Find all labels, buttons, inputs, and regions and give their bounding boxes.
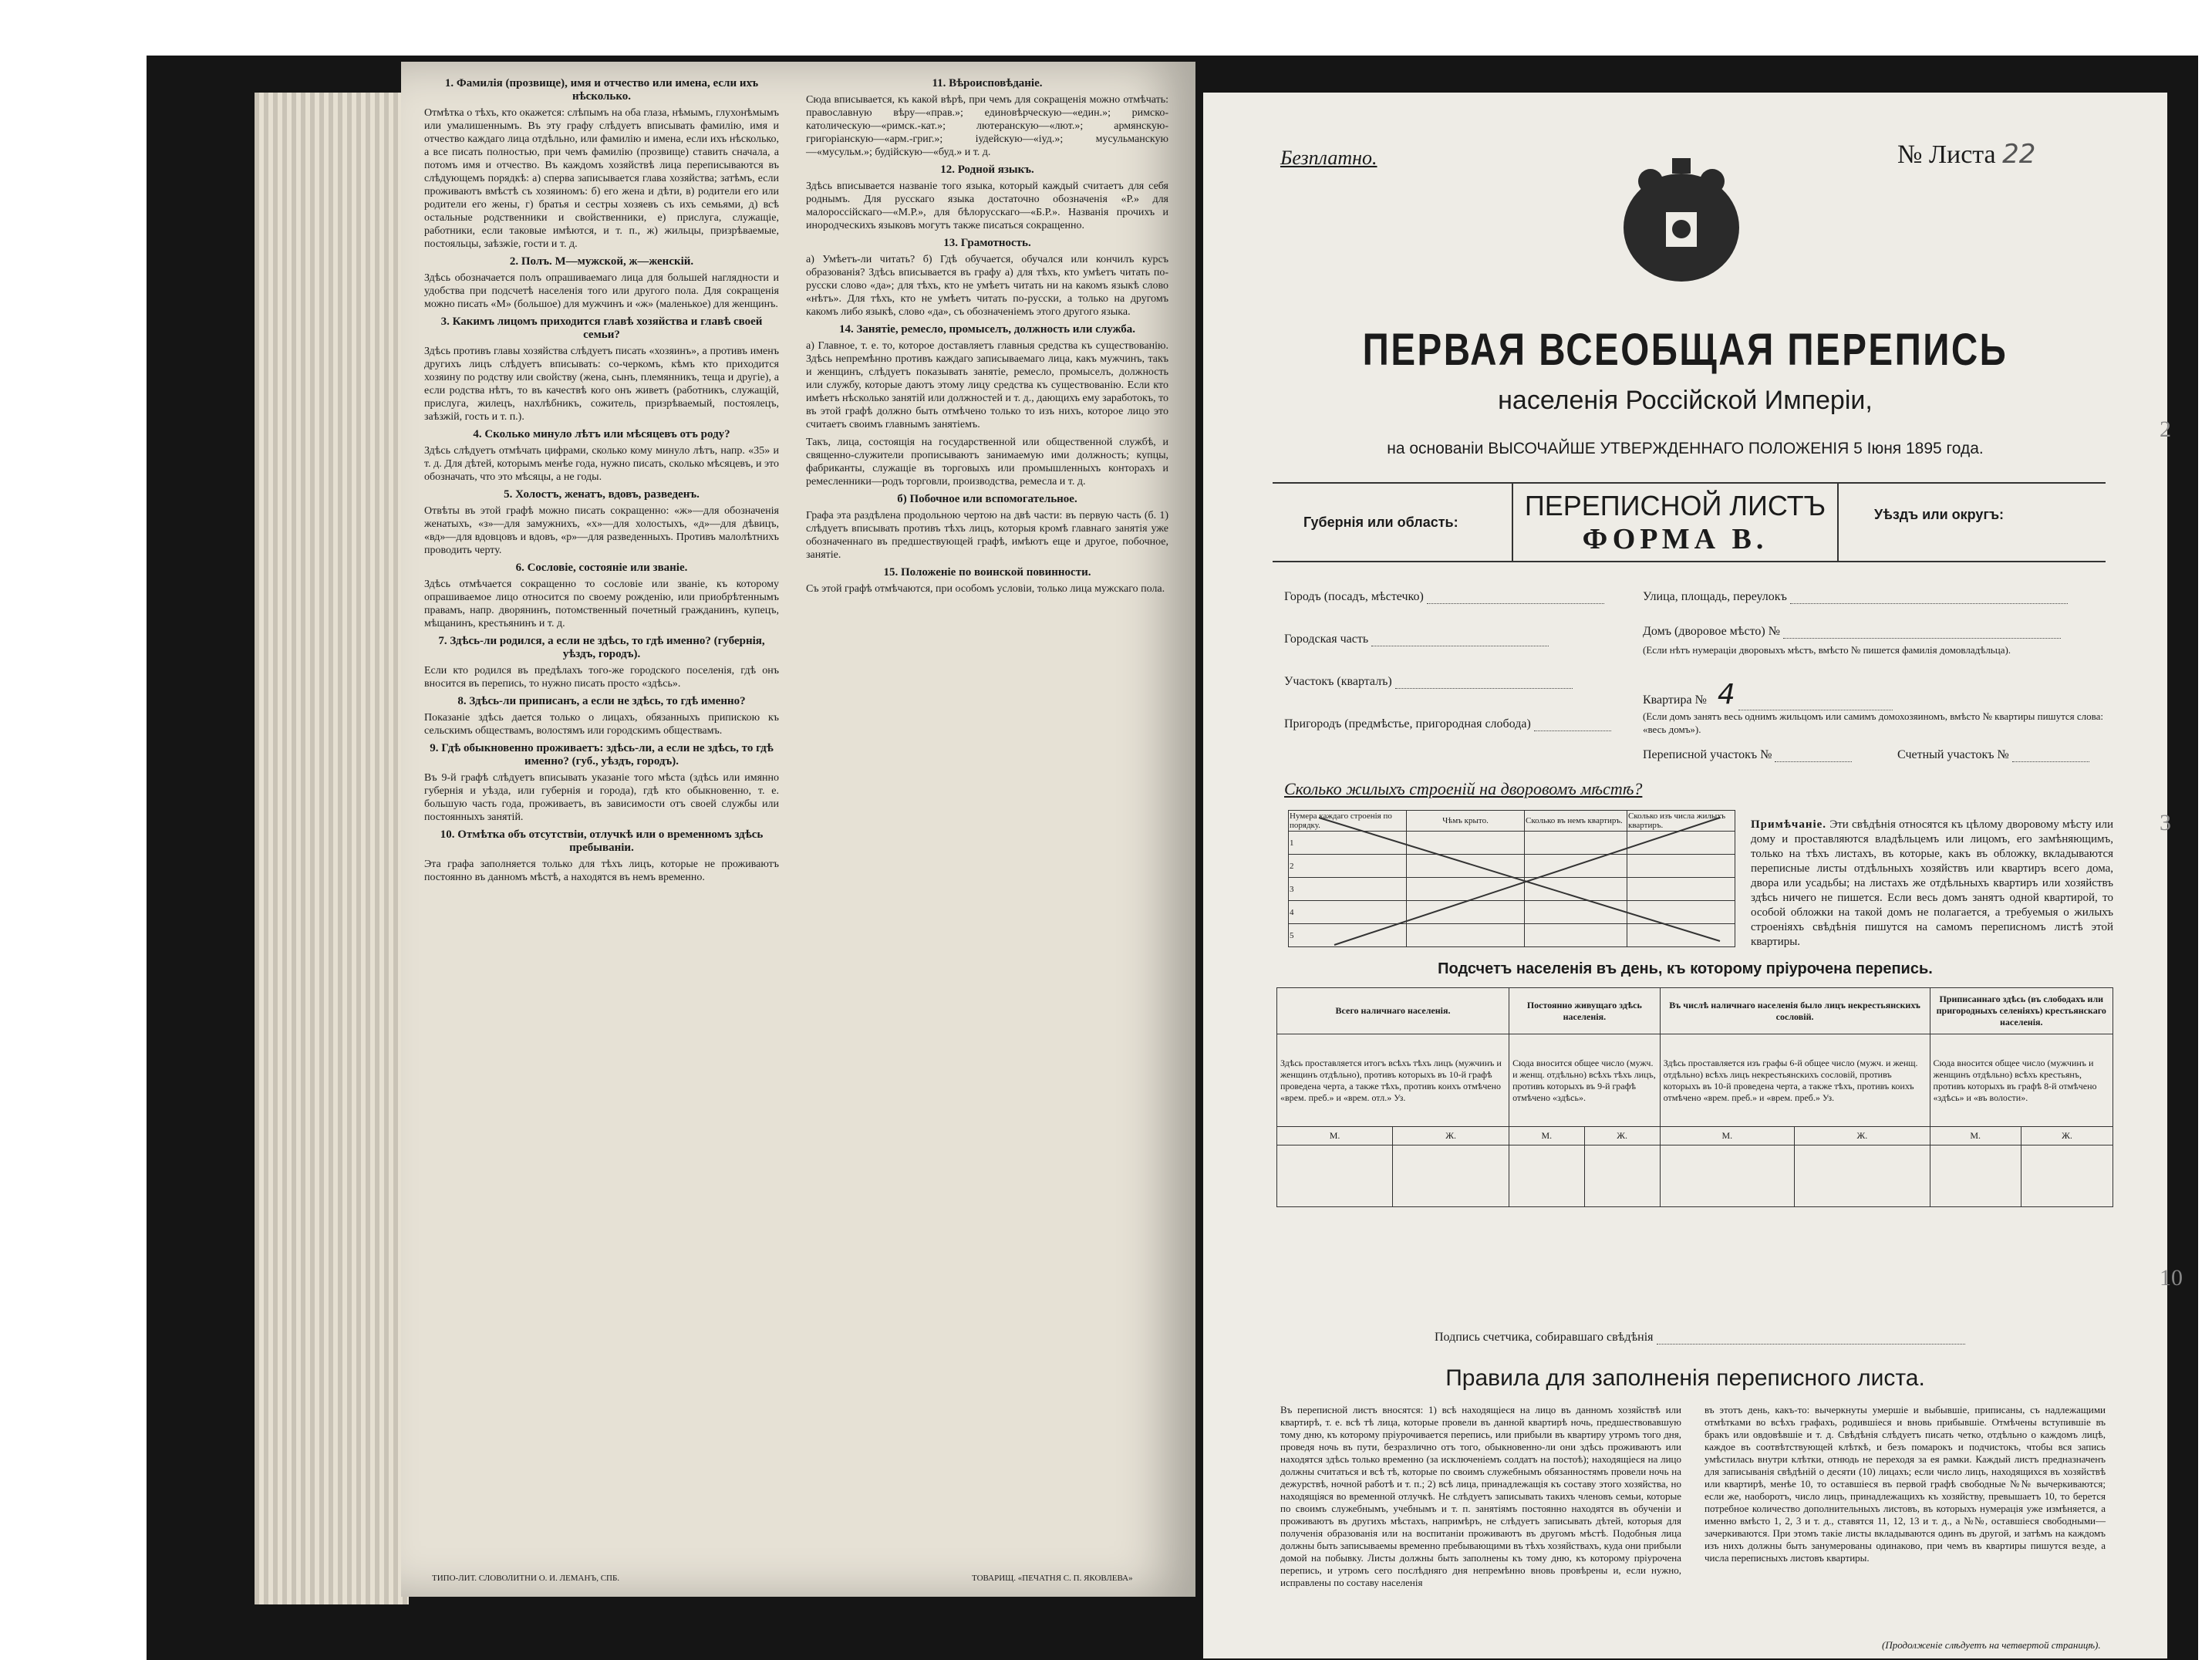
instruction-heading: 13. Грамотность.: [943, 237, 1031, 249]
kvartira-note: (Если домъ занятъ весь однимъ жильцомъ или самимъ домохозяиномъ, вмѣсто № квартиры пишутся слова: «весь домъ»).: [1643, 710, 2104, 735]
instruction-text: а) Главное, т. е. то, которое доставляетъ главныя средства къ существованію. Здѣсь непремѣнно противъ каждаго записываемаго лица, какъ мужчинъ, такъ и женщинъ, слѣдуетъ показывать занятіе, ремесло, промыселъ, должность или службу, которые даютъ этому лицу средства къ существованію. Если кто имѣетъ нѣсколько занятій или должностей и т. д., дающихъ ему заработокъ, то въ этой графѣ должно быть отмѣчено только то изъ нихъ, которое лицо это считаетъ своимъ главнымъ занятіемъ.: [806, 340, 1168, 430]
count-value-row: [1277, 1145, 2113, 1207]
guberniya-label: Губернія или область:: [1303, 515, 1458, 530]
perepisnoy-uchastok-field: Переписной участокъ №: [1643, 748, 1852, 762]
note-block: [1751, 818, 2113, 950]
instruction-heading: 8. Здѣсь-ли приписанъ, а если не здѣсь, то гдѣ именно?: [457, 695, 746, 707]
note-text: Эти свѣдѣнія относятся къ цѣлому дворовому мѣсту или дому и проставляются владѣльцемъ или лицомъ, его замѣняющимъ, только на тѣхъ листахъ, въ которые, какъ въ обложку, вкладываются переписные листы отдѣльныхъ хозяйствъ или квартиръ всего дома, двора или усадьбы; на листахъ же отдѣльныхъ квартиръ или хозяйствъ здѣсь ничего не пишется. Если весь домъ занятъ одной квартирой, то особой обложки на такой домъ не полагается, а требуемыя о жилыхъ строеніяхъ свѣдѣнія пишутся на самомъ переписномъ листѣ этой квартиры.: [1751, 818, 2114, 948]
form-title: ПЕРВАЯ ВСЕОБЩАЯ ПЕРЕПИСЬ: [1362, 325, 2008, 375]
instruction-heading: 9. Гдѣ обыкновенно проживаетъ: здѣсь-ли, а если не здѣсь, то гдѣ именно? (губ., уѣздъ, городъ).: [430, 742, 774, 768]
instruction-heading: 4. Сколько минуло лѣтъ или мѣсяцевъ отъ роду?: [473, 428, 730, 440]
left-page: [401, 62, 1195, 1597]
instruction-heading: 7. Здѣсь-ли родился, а если не здѣсь, то гдѣ именно? (губернія, уѣздъ, городъ).: [438, 635, 765, 660]
ulitsa-field: Улица, площадь, переулокъ: [1643, 590, 2068, 604]
dom-field: Домъ (дворовое мѣсто) №: [1643, 625, 2061, 639]
instruction-text: а) Умѣетъ-ли читать? б) Гдѣ обучается, обучался или кончилъ курсъ образованія? Здѣсь вписывается въ графу а) для тѣхъ, кто умѣетъ читать по-русски слово «да»; для тѣхъ, кто не умѣетъ читать ни на какомъ языкѣ слово «нѣтъ». Для тѣхъ, кто не умѣетъ читать по-русски, а только на другомъ какомъ либо языкѣ, слово «да», съ обозначеніемъ этого другого языка.: [806, 254, 1168, 318]
header-box: [1273, 482, 2106, 562]
count-header: Въ числѣ наличнаго населенія было лицъ некрестьянскихъ сословій.: [1660, 988, 1930, 1034]
prigorod-field: Пригородъ (предмѣстье, пригородная слобода): [1284, 717, 1611, 731]
instruction-text: Въ 9-й графѣ слѣдуетъ вписывать указаніе того мѣста (здѣсь или имянно губернія и уѣзда, или губернія и города), гдѣ кто обыкновенно, т. е. большую часть года, проживаетъ, въ зависимости отъ своей службы или постоянныхъ занятій.: [424, 772, 779, 823]
instruction-text: Показаніе здѣсь дается только о лицахъ, обязанныхъ припискою къ сельскимъ обществамъ, волостямъ или городскимъ обществамъ.: [424, 712, 779, 737]
m-cell: М.: [1509, 1127, 1585, 1145]
count-header: Всего наличнаго населенія.: [1277, 988, 1509, 1034]
instruction-text: Отвѣты въ этой графѣ можно писать сокращенно: «ж»—для обозначенія женатыхъ, «з»—для замужнихъ, «х»—для холостыхъ, «д»—для дѣвицъ, «вд»—для вдовцовъ и вдовъ, «р»—для разведенныхъ. Противъ малолѣтнихъ проводить черту.: [424, 505, 779, 556]
margin-number: 10: [2160, 1265, 2183, 1291]
instruction-text: Здѣсь слѣдуетъ отмѣчать цифрами, сколько кому минуло лѣтъ, напр. «35» и т. д. Для дѣтей, которымъ менѣе года, нужно писать, сколько мѣсяцевъ, и это обозначать, что это мѣсяцы, а не годы.: [424, 445, 779, 483]
cross-out-mark: [1288, 810, 1735, 949]
count-mz-row: [1277, 1127, 2113, 1145]
rules-continued: (Продолженіе слѣдуетъ на четвертой страницѣ).: [1882, 1639, 2101, 1651]
sheet-no-label: № Листа: [1897, 140, 1996, 169]
count-table: [1276, 987, 2113, 1207]
margin-number: 2: [2160, 417, 2171, 442]
instruction-text: Здѣсь противъ главы хозяйства слѣдуетъ писать «хозяинъ», а противъ именъ другихъ лицъ слѣдуетъ вписывать: со-черкомъ, кѣмъ кто приходится хозяину по родству или свойству (жена, сынъ, племянникъ, теща и другіе), а если родства нѣтъ, то въ качествѣ кого онъ живетъ (работникъ, служащій, прислуга, жилецъ, нахлѣбникъ, сожитель, призрѣваемый, постоялецъ, заѣзжій, гость и т. п.).: [424, 346, 779, 423]
instruction-heading: 15. Положеніе по воинской повинности.: [883, 566, 1091, 579]
signature-field: Подпись счетчика, собиравшаго свѣдѣнія: [1435, 1331, 1965, 1345]
schetny-uchastok-field: Счетный участокъ №: [1897, 748, 2089, 762]
gorod-field: Городъ (посадъ, мѣстечко): [1284, 590, 1604, 604]
buildings-header: Сколько изъ числа жилыхъ квартиръ.: [1627, 811, 1735, 832]
instruction-heading: 1. Фамилія (прозвище), имя и отчество или имена, если ихъ нѣсколько.: [444, 77, 759, 103]
sheet-number-label: [1897, 139, 2035, 170]
rules-title: Правила для заполненія переписного листа.: [1445, 1365, 1925, 1391]
kvartira-value: 4: [1717, 679, 1735, 710]
rules-column-2: въ этотъ день, какъ-то: вычеркнуты умершіе и выбывшіе, приписаны, съ надлежащими отмѣтками во всѣхъ графахъ, родившіеся и вновь прибывшіе. Отмѣчены вступившіе въ бракъ или овдовѣвшіе и т. д. Свѣдѣнія слѣдуетъ писать четко, отдѣльно о каждомъ лицѣ, каждое въ соотвѣтствующей клѣткѣ, и безъ помарокъ и подчистокъ, чтобы вся запись умѣстилась внутри клѣтки, отнюдь не переходя за ея рамки. Каждый листъ предназначенъ для записыванія свѣдѣній о десяти (10) лицахъ; если число лицъ, находящихся въ хозяйствѣ или квартирѣ, менѣе 10, то оставшіеся въ первой графѣ свободные №№ вычеркиваются; если же, наоборотъ, число лицъ, принадлежащихъ къ хозяйству, превышаетъ 10, то берется потребное количество дополнительныхъ листовъ, въ которыхъ нумерація уже измѣняется, а именно вмѣсто 1, 2, 3 и т. д., ставятся 11, 12, 13 и т. д., а №№, оставшіеся свободными—зачеркиваются. При этомъ такіе листы вкладываются одинъ въ другой, и затѣмъ на каждомъ изъ нихъ должны быть занумерованы одинаково, при чемъ въ квартиры пишутся везде, а числа переписныхъ листовъ квартиры.: [1705, 1404, 2106, 1564]
instruction-heading: 6. Сословіе, состояніе или званіе.: [515, 562, 688, 574]
census-form-page: [1203, 93, 2167, 1658]
form-subtitle: населенія Россійской Имперіи,: [1498, 386, 1873, 415]
m-cell: М.: [1930, 1127, 2021, 1145]
margin-number: 3: [2160, 810, 2171, 835]
instruction-text: Графа эта раздѣлена продольною чертою на двѣ части: въ первую часть (б. 1) слѣдуетъ вписывать противъ тѣхъ лицъ, которыя кромѣ главнаго занятія уже обозначеннаго въ предшествующей графѣ, имѣютъ еще и другое, побочное, занятіе.: [806, 510, 1168, 561]
instruction-text: Здѣсь отмѣчается сокращенно то сословіе или званіе, къ которому опрашиваемое лицо относится по своему рожденію, или приобрѣтеннымъ правамъ, напр. дворянинъ, потомственный почетный гражданинъ, купецъ, мѣщанинъ, крестьянинъ и т. д.: [424, 579, 779, 629]
m-cell: М.: [1660, 1127, 1794, 1145]
row-number: 3: [1289, 878, 1407, 901]
double-headed-eagle-icon: [1604, 154, 1758, 301]
buildings-header: Чѣмъ крыто.: [1407, 811, 1525, 832]
instruction-text: Здѣсь обозначается полъ опрашиваемаго лица для большей наглядности и удобства при подсчетѣ населенія того или другого пола. Для сокращенія можно писать «М» (большое) для мужчинъ и «ж» (маленькое) для женщинъ.: [424, 272, 779, 310]
note-title: Примѣчаніе.: [1751, 818, 1827, 831]
uchastok-field: Участокъ (кварталъ): [1284, 675, 1573, 689]
sheet-type-1: ПЕРЕПИСНОЙ ЛИСТЪ: [1524, 490, 1826, 521]
zh-cell: Ж.: [1393, 1127, 1509, 1145]
row-number: 5: [1289, 924, 1407, 947]
count-text: Сюда вносится общее число (мужчинъ и женщинъ отдѣльно) всѣхъ крестьянъ, противъ которыхъ въ графѣ 8-й отмѣчено «здѣсь» и «въ волости».: [1930, 1034, 2113, 1127]
sheet-type-2: ФОРМА В.: [1582, 523, 1769, 555]
row-number: 2: [1289, 855, 1407, 878]
count-header: Постоянно живущаго здѣсь населенія.: [1509, 988, 1661, 1034]
instruction-text: Эта графа заполняется только для тѣхъ лицъ, которые не проживаютъ постоянно въ данномъ мѣстѣ, а находятся въ немъ временно.: [424, 859, 779, 883]
count-title: Подсчетъ населенія въ день, къ которому пріурочена перепись.: [1438, 960, 1933, 977]
buildings-header: Нумера каждаго строенія по порядку.: [1289, 811, 1407, 832]
instruction-heading: 5. Холостъ, женатъ, вдовъ, разведенъ.: [504, 488, 700, 501]
count-header-row: [1277, 988, 2113, 1034]
count-header: Приписаннаго здѣсь (въ слободахъ или пригородныхъ селеніяхъ) крестьянскаго населенія.: [1930, 988, 2113, 1034]
count-text: Здѣсь проставляется итогъ всѣхъ тѣхъ лицъ (мужчинъ и женщинъ отдѣльно), противъ которыхъ въ 10-й графѣ проведена черта, а также тѣхъ, противъ коихъ отмѣчено «врем. преб.» и «врем. отл.» Уз.: [1277, 1034, 1509, 1127]
page-stack: [255, 93, 409, 1604]
zh-cell: Ж.: [1584, 1127, 1660, 1145]
zh-cell: Ж.: [1795, 1127, 1930, 1145]
form-basis: на основаніи ВЫСОЧАЙШЕ УТВЕРЖДЕННАГО ПОЛОЖЕНІЯ 5 Іюня 1895 года.: [1387, 440, 1984, 457]
m-cell: М.: [1277, 1127, 1393, 1145]
instruction-heading: 11. Вѣроисповѣданіе.: [932, 77, 1043, 89]
instruction-heading: 2. Полъ. М—мужской, ж—женскій.: [509, 255, 694, 268]
printer-left: ТИПО-ЛИТ. СЛОВОЛИТНИ О. И. ЛЕМАНЪ, СПБ.: [432, 1574, 620, 1583]
kvartira-field: Квартира № 4: [1643, 679, 1893, 710]
dom-note: (Если нѣтъ нумераціи дворовыхъ мѣстъ, вмѣсто № пишется фамилія домовладѣльца).: [1643, 644, 2011, 656]
instruction-text: Такъ, лица, состоящія на государственной или общественной службѣ, и священно-служители прописываютъ занимаемую ими должность; купцы, фабриканты, служащіе въ торговыхъ или промышленныхъ конторахъ и ремесленники—родъ торговли, производства, ремесла и т. д.: [806, 437, 1168, 488]
instruction-heading: 12. Родной языкъ.: [940, 164, 1034, 176]
instruction-text: Отмѣтка о тѣхъ, кто окажется: слѣпымъ на оба глаза, нѣмымъ, глухонѣмымъ или умалишеннымъ. Въ эту графу слѣдуетъ вписывать фамилію, имя и отчество каждаго лица отдѣльно, или фамилію и имена, если ихъ нѣсколько, а все писать полностью, при чемъ фамилію (прозвище) ставить сначала, а потомъ имя и отчество. Въ каждомъ хозяйствѣ лица переписываются въ слѣдующемъ порядкѣ: а) сперва записывается глава хозяйства; затѣмъ, если проживаютъ вмѣстѣ съ хозяиномъ: б) его жена и дѣти, в) родители его или родители его жены, г) братья и сестры хозяевъ съ ихъ семьями, д) всѣ остальные родственники и свойственники, е) прислуга, служащіе, работники, если таковые имѣются, и т. п., ж) жильцы, призрѣваемые, постояльцы, заѣзжіе, гости и т. д.: [424, 107, 779, 250]
printer-right: ТОВАРИЩ. «ПЕЧАТНЯ С. П. ЯКОВЛЕВА»: [972, 1574, 1133, 1583]
instruction-heading: 10. Отмѣтка объ отсутствіи, отлучкѣ или о временномъ здѣсь пребываніи.: [440, 828, 764, 854]
gorod-chast-field: Городская часть: [1284, 633, 1549, 646]
count-text-row: [1277, 1034, 2113, 1127]
instructions-column-1: [424, 77, 779, 889]
free-label: Безплатно.: [1280, 147, 1377, 169]
instruction-heading: 3. Какимъ лицомъ приходится главѣ хозяйства и главѣ своей семьи?: [440, 315, 763, 341]
count-text: Сюда вносится общее число (мужч. и женщ. отдѣльно) всѣхъ тѣхъ лицъ, противъ которыхъ въ 9-й графѣ отмѣчено «здѣсь».: [1509, 1034, 1661, 1127]
instruction-text: Сюда вписывается, къ какой вѣрѣ, при чемъ для сокращенія можно отмѣчать: православную вѣру—«прав.»; единовѣрческую—«един.»; римско-католическую—«римск.-кат.»; лютеранскую—«лют.»; армянскую-григоріанскую—«арм.-григ.»; іудейскую—«іуд.»; мусульманскую—«мусульм.»; будійскую—«буд.» и т. д.: [806, 94, 1168, 158]
sheet-no-value: 22: [2002, 139, 2036, 170]
instruction-text: Съ этой графѣ отмѣчаются, при особомъ условіи, только лица мужскаго пола.: [806, 583, 1165, 595]
instruction-heading: б) Побочное или вспомогательное.: [897, 493, 1077, 505]
uezd-label: Уѣздъ или округъ:: [1874, 507, 2005, 522]
instruction-heading: 14. Занятіе, ремесло, промыселъ, должность или служба.: [838, 323, 1136, 336]
buildings-question: Сколько жилыхъ строеній на дворовомъ мѣстѣ?: [1284, 779, 1643, 798]
row-number: 1: [1289, 832, 1407, 855]
buildings-header: Сколько въ немъ квартиръ.: [1525, 811, 1627, 832]
zh-cell: Ж.: [2021, 1127, 2113, 1145]
count-text: Здѣсь проставляется изъ графы 6-й общее число (мужч. и женщ. отдѣльно) всѣхъ лицъ некрестьянскихъ сословій, противъ которыхъ въ 10-й проведена черта, а также тѣхъ, противъ коихъ отмѣчено «врем. преб.» и «врем. преб.» Уз.: [1660, 1034, 1930, 1127]
instruction-text: Если кто родился въ предѣлахъ того-же городского поселенія, гдѣ онъ вносится въ перепись, то нужно писать просто «здѣсь».: [424, 665, 779, 690]
instructions-column-2: [806, 77, 1168, 600]
row-number: 4: [1289, 901, 1407, 924]
instruction-text: Здѣсь вписывается названіе того языка, который каждый считаетъ для себя роднымъ. Для русскаго языка достаточно обозначенія «Р.» для малороссійскаго—«М.Р.», для бѣлорусскаго—«Б.Р.». Названія прочихъ и инородческихъ языковъ могутъ также писаться сокращенно.: [806, 181, 1168, 231]
rules-column-1: Въ переписной листъ вносятся: 1) всѣ находящіеся на лицо въ данномъ хозяйствѣ или квартирѣ, т. е. всѣ тѣ лица, которые провели въ данной квартирѣ ночь, предшествовавшую тому дню, къ которому пріурочивается перепись, или прибыли въ квартиру утромъ того дня, проведя ночь въ пути, безразлично отъ того, обыкновенно-ли они здѣсь проживаютъ или находятся здѣсь только временно (за исключеніемъ солдатъ на постоѣ); находящіеся на лицо должны считаться и всѣ тѣ, которые по своимъ служебнымъ обязанностямъ провели ночь на дежурствѣ, ночной работѣ и т. п.; 2) всѣ лица, принадлежащія къ составу этого хозяйства, но находящіяся во временной отлучкѣ. Не слѣдуетъ записывать такихъ членовъ семьи, которые по своимъ служебнымъ, учебнымъ и т. п. занятіямъ постоянно находятся въ обученіи и проживаютъ въ другихъ мѣстахъ, напримѣръ, не слѣдуетъ записывать дѣтей, которыя для полученія образованія или на воспитаніи проживаютъ въ другомъ мѣстѣ. Подобныя лица должны быть записываемы временно пребывающими въ тѣхъ хозяйствахъ, куда они прибыли домой на побывку. Листы должны быть заполнены къ тому дню, къ которому пріурочена перепись, и утромъ сего послѣдняго дня непремѣнно вновь провѣрены и, если нужно, исправлены по составу населенія: [1280, 1404, 1681, 1588]
sheet-type-box: [1512, 484, 1839, 561]
